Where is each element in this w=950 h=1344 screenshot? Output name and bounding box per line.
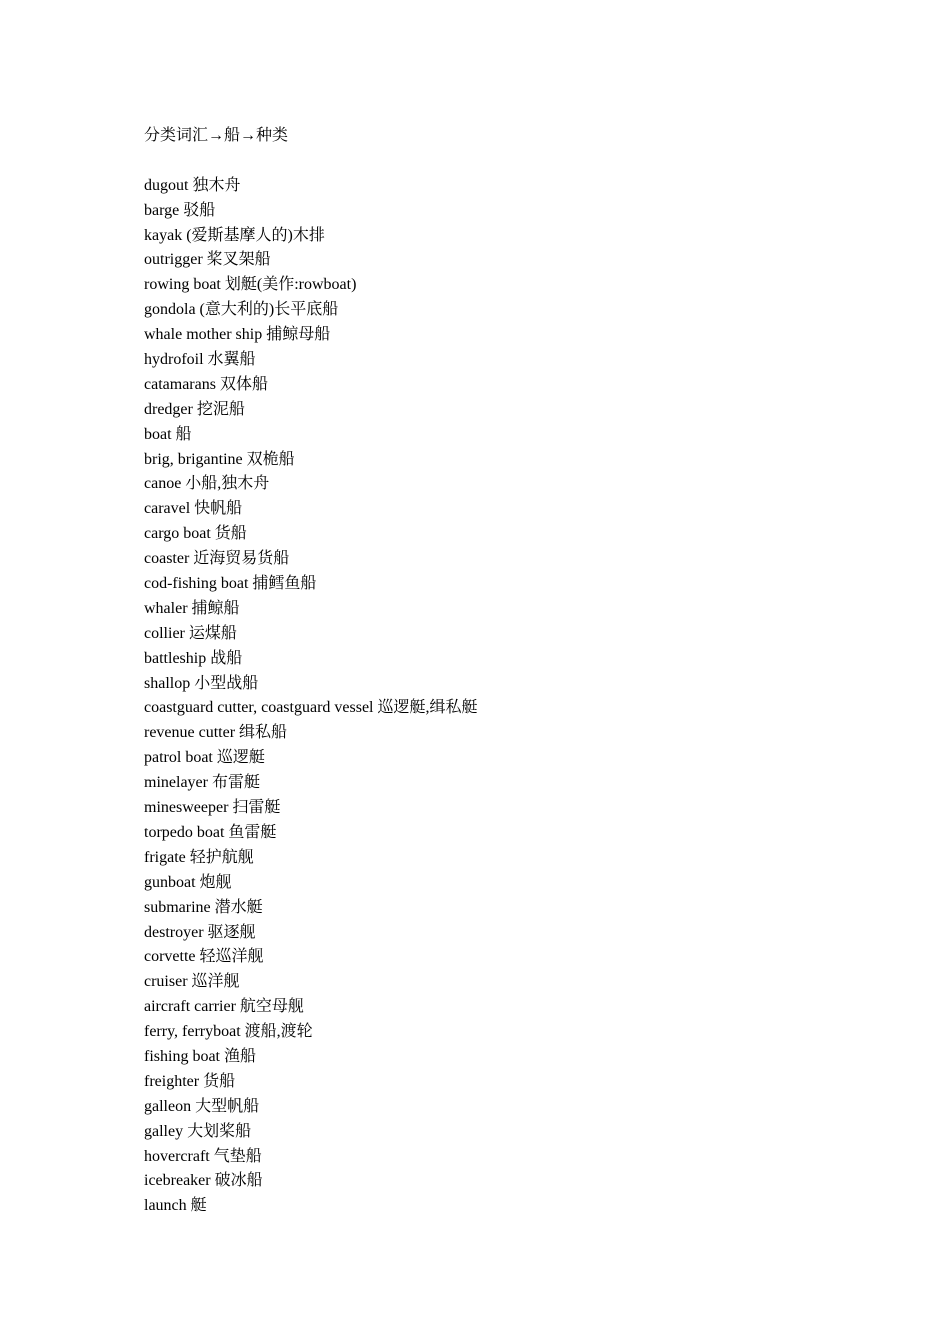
- vocabulary-entry: cruiser 巡洋舰: [144, 973, 240, 991]
- vocabulary-entry: cod-fishing boat 捕鳕鱼船: [144, 575, 317, 593]
- vocabulary-entry: frigate 轻护航舰: [144, 848, 254, 866]
- vocabulary-entry: gunboat 炮舰: [144, 873, 232, 891]
- vocabulary-entry: submarine 潜水艇: [144, 898, 263, 916]
- vocabulary-entry: coaster 近海贸易货船: [144, 550, 290, 568]
- vocabulary-list: [144, 174, 904, 1219]
- document-page: [144, 124, 904, 1219]
- vocabulary-entry: hydrofoil 水翼船: [144, 351, 256, 369]
- vocabulary-entry: collier 运煤船: [144, 624, 237, 642]
- vocabulary-entry: canoe 小船,独木舟: [144, 475, 270, 493]
- blank-line: [144, 149, 904, 174]
- vocabulary-entry: minelayer 布雷艇: [144, 774, 260, 792]
- vocabulary-entry: rowing boat 划艇(美作:rowboat): [144, 276, 357, 294]
- vocabulary-entry: icebreaker 破冰船: [144, 1172, 263, 1190]
- vocabulary-entry: gondola (意大利的)长平底船: [144, 301, 339, 319]
- vocabulary-entry: outrigger 桨叉架船: [144, 251, 271, 269]
- vocabulary-entry: kayak (爱斯基摩人的)木排: [144, 226, 325, 244]
- vocabulary-entry: minesweeper 扫雷艇: [144, 799, 281, 817]
- vocabulary-entry: coastguard cutter, coastguard vessel 巡逻艇,缉私艇: [144, 699, 478, 717]
- vocabulary-entry: patrol boat 巡逻艇: [144, 749, 265, 767]
- vocabulary-entry: freighter 货船: [144, 1072, 236, 1090]
- vocabulary-entry: cargo boat 货船: [144, 525, 247, 543]
- vocabulary-entry: launch 艇: [144, 1197, 207, 1215]
- vocabulary-entry: shallop 小型战船: [144, 674, 259, 692]
- vocabulary-entry: battleship 战船: [144, 649, 243, 667]
- vocabulary-entry: revenue cutter 缉私船: [144, 724, 288, 742]
- vocabulary-entry: galley 大划桨船: [144, 1122, 252, 1140]
- vocabulary-entry: brig, brigantine 双桅船: [144, 450, 295, 468]
- vocabulary-entry: dredger 挖泥船: [144, 400, 245, 418]
- vocabulary-entry: catamarans 双体船: [144, 375, 268, 393]
- vocabulary-entry: hovercraft 气垫船: [144, 1147, 262, 1165]
- vocabulary-entry: barge 驳船: [144, 201, 216, 219]
- vocabulary-entry: aircraft carrier 航空母舰: [144, 998, 304, 1016]
- vocabulary-entry: torpedo boat 鱼雷艇: [144, 823, 277, 841]
- vocabulary-entry: whaler 捕鲸船: [144, 599, 240, 617]
- vocabulary-entry: galleon 大型帆船: [144, 1097, 260, 1115]
- vocabulary-entry: ferry, ferryboat 渡船,渡轮: [144, 1023, 313, 1041]
- vocabulary-entry: corvette 轻巡洋舰: [144, 948, 264, 966]
- document-title: 分类词汇→船→种类: [144, 127, 289, 144]
- vocabulary-entry: destroyer 驱逐舰: [144, 923, 256, 941]
- vocabulary-entry: whale mother ship 捕鲸母船: [144, 326, 331, 344]
- vocabulary-entry: caravel 快帆船: [144, 500, 243, 518]
- vocabulary-entry: dugout 独木舟: [144, 176, 241, 194]
- vocabulary-entry: fishing boat 渔船: [144, 1047, 256, 1065]
- vocabulary-entry: boat 船: [144, 425, 192, 443]
